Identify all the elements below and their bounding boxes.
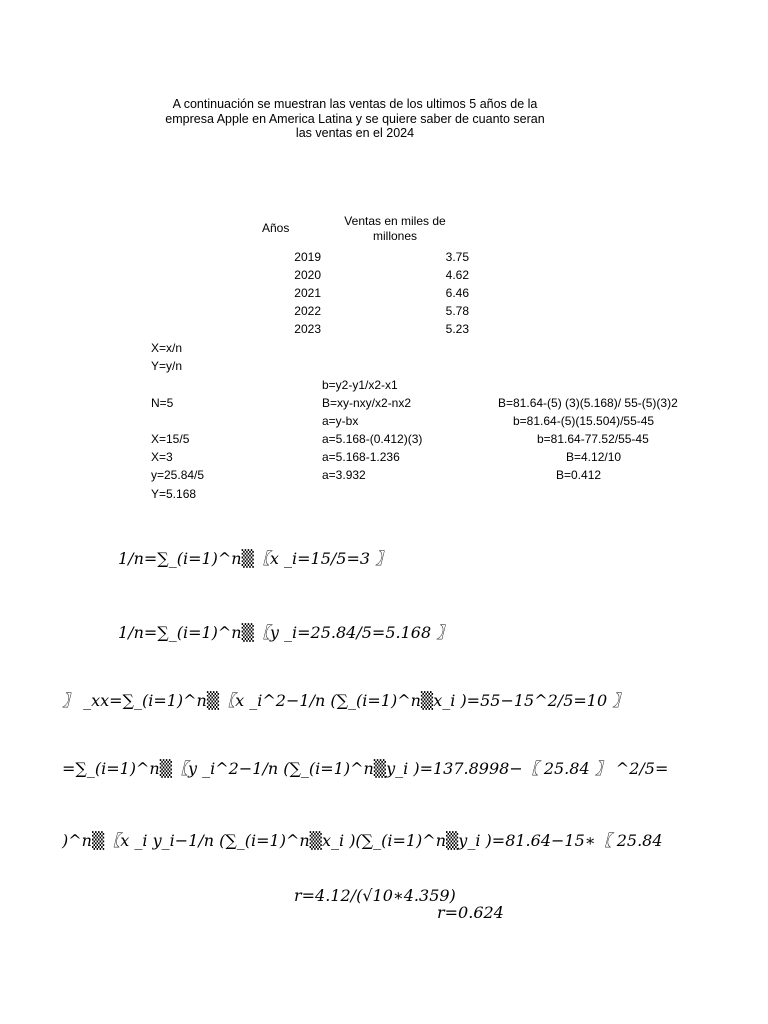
calc-mid: b=y2-y1/x2-x1 — [322, 378, 398, 392]
calc-mid: a=5.168-(0.412)(3) — [322, 432, 423, 446]
calc-left: X=x/n — [151, 341, 183, 355]
calc-mid: a=5.168-1.236 — [322, 450, 400, 464]
calc-left: X=3 — [151, 450, 173, 464]
equation-box — [62, 750, 669, 784]
equation-mean-y: 1/𝑛=∑_(𝑖=1)^𝑛▒〖𝑦 _𝑖=25.84/5=5.168 〗 — [118, 623, 453, 642]
calc-mid: a=y-bx — [322, 414, 359, 428]
table-cell-year: 2020 — [294, 268, 321, 282]
table-cell-sales: 6.46 — [445, 286, 469, 300]
calc-left: X=15/5 — [151, 432, 190, 446]
equation-sxx: 〗 _𝑥𝑥=∑_(𝑖=1)^𝑛▒〖𝑥 _𝑖^2−1/𝑛 (∑_(𝑖=1)^𝑛▒𝑥_𝑖 )=55−15^2/5=10 〗 — [62, 691, 629, 710]
calc-right: B=4.12/10 — [566, 450, 622, 464]
equation-box — [0, 614, 644, 648]
equation-syy: =∑_(𝑖=1)^𝑛▒〖𝑦 _𝑖^2−1/𝑛 (∑_(𝑖=1)^𝑛▒𝑦_𝑖 )=137.8998−〖 25.84 〗 ^2/5= — [62, 759, 669, 778]
table-cell-sales: 5.78 — [445, 304, 469, 318]
intro-line: las ventas en el 2024 — [295, 126, 415, 140]
equation-r-formula: 𝑟=4.12/(√10∗4.359) — [294, 886, 456, 905]
calc-right: B=0.412 — [556, 468, 602, 482]
calc-mid: a=3.932 — [322, 468, 366, 482]
equation-box — [62, 682, 644, 716]
equation-sxy: )^𝑛▒〖𝑥 _𝑖 𝑦_𝑖−1/𝑛 (∑_(𝑖=1)^𝑛▒𝑥_𝑖 )(∑_(𝑖=1)^𝑛▒𝑦_𝑖 )=81.64−15∗〖 25.84 — [62, 831, 663, 850]
calc-left: Y=5.168 — [151, 487, 197, 501]
equation-r-value: 𝑟=0.624 — [437, 903, 504, 922]
calc-left: Y=y/n — [151, 359, 183, 373]
calc-right-clip — [480, 390, 678, 490]
table-cell-year: 2023 — [294, 322, 321, 336]
table-cell-year: 2022 — [294, 304, 321, 318]
calc-right: b=81.64-77.52/55-45 — [537, 432, 649, 446]
header-sales-line1: Ventas en miles de — [344, 214, 446, 228]
table-cell-year: 2021 — [294, 286, 321, 300]
calc-right: B=81.64-(5) (3)(5.168)/ 55-(5)(3)2 — [498, 396, 678, 410]
intro-paragraph — [150, 97, 560, 141]
table-cell-sales: 4.62 — [445, 268, 469, 282]
calc-left: y=25.84/5 — [151, 468, 205, 482]
calc-right: b=81.64-(5)(15.504)/55-45 — [513, 414, 655, 428]
equation-mean-x: 1/𝑛=∑_(𝑖=1)^𝑛▒〖𝑥 _𝑖=15/5=3 〗 — [118, 549, 392, 568]
calc-mid: B=xy-nxy/x2-nx2 — [322, 396, 412, 410]
equation-box — [62, 822, 663, 856]
equation-box — [0, 540, 644, 574]
calc-left: N=5 — [151, 396, 174, 410]
intro-line: empresa Apple en America Latina y se quiere saber de cuanto seran — [165, 111, 545, 126]
table-cell-year: 2019 — [294, 250, 321, 264]
table-cell-sales: 3.75 — [445, 250, 469, 264]
table-cell-sales: 5.23 — [445, 322, 469, 336]
header-sales-line2: millones — [372, 229, 417, 243]
header-years: Años — [262, 221, 290, 235]
intro-line: A continuación se muestran las ventas de los ultimos 5 años de la — [172, 97, 538, 111]
